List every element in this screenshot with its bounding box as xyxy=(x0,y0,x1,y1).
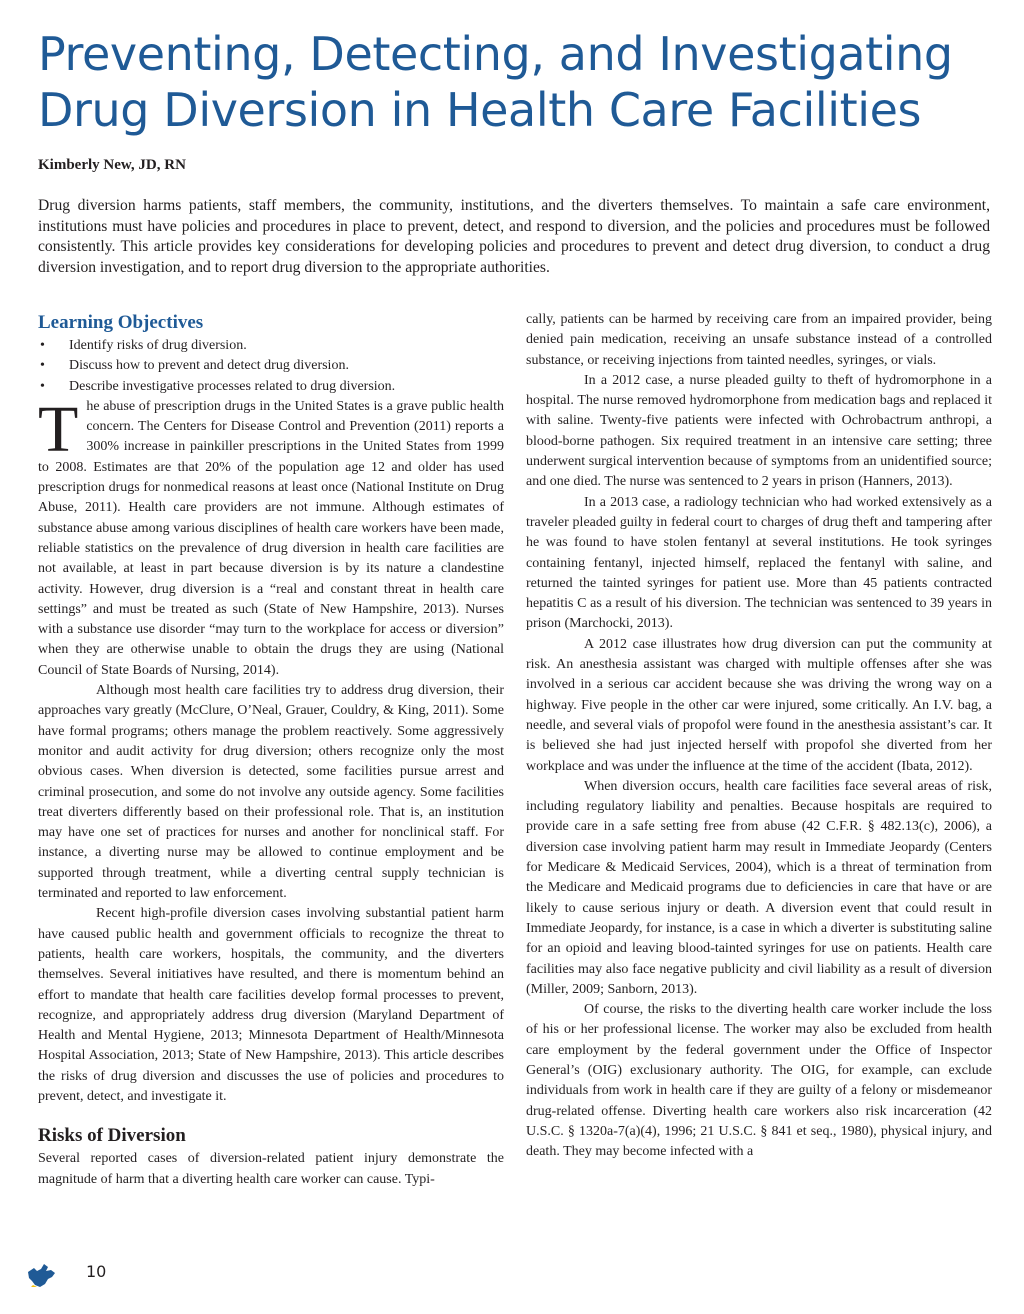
objective-item: • Describe investigative processes related to drug diversion. xyxy=(38,377,504,397)
article-title-line-2: Drug Diversion in Health Care Facilities xyxy=(38,83,922,137)
body-paragraph: Recent high-profile diversion cases involving substantial patient harm have caused public health and government officials to recognize the threat to patients, health care workers, hospitals, the community, and the diverters themselves. Several initiatives have resulted, and there is momentum behind an effort to mandate that health care facilities develop formal processes to prevent, recognize, and appropriately address drug diversion (Maryland Department of Health and Mental Hygiene, 2013; Minnesota Department of Health/Minnesota Hospital Association, 2013; State of New Hampshire, 2013). This article describes the risks of drug diversion and discusses the use of policies and procedures to prevent, detect, and investigate it. xyxy=(38,906,504,1104)
article-title xyxy=(38,26,998,138)
body-paragraph: In a 2012 case, a nurse pleaded guilty to theft of hydromorphone in a hospital. The nurse removed hydromorphone from medication bags and replaced it with saline. Twenty-five patients were infected with Ochrobactrum anthropi, a blood-borne pathogen. Six required treatment in an intensive care setting; three underwent surgical intervention because of symptoms from an unidentified source; and one died. The nurse was sentenced to 2 years in prison (Hanners, 2013). xyxy=(526,372,992,490)
objective-item: • Discuss how to prevent and detect drug diversion. xyxy=(38,356,504,376)
learning-objectives-heading: Learning Objectives xyxy=(38,312,204,333)
body-paragraph: A 2012 case illustrates how drug diversion can put the community at risk. An anesthesia assistant was charged with multiple offenses after she was involved in a serious car accident because she was driving the wrong way on a highway. Five people in the other car were injured, some critically. An I.V. bag, a needle, and several vials of propofol were found in the anesthesia assistant’s car. It is believed she had just injected herself with propofol she diverted from her workplace and was under the influence at the time of the accident (Ibata, 2012). xyxy=(526,636,992,774)
article-title-line-1: Preventing, Detecting, and Investigating xyxy=(38,27,953,81)
west-virginia-state-icon xyxy=(26,1262,56,1288)
body-paragraph: Several reported cases of diversion-related patient injury demonstrate the magnitude of harm that a diverting health care worker can cause. Typi- xyxy=(38,1151,504,1187)
body-paragraph: cally, patients can be harmed by receiving care from an impaired provider, being denied pain medication, receiving an unsafe substance instead of a controlled substance, or receiving injections from tainted needles, syringes, or vials. xyxy=(526,312,992,368)
author-byline: Kimberly New, JD, RN xyxy=(38,157,186,173)
body-paragraph: Of course, the risks to the diverting health care worker include the loss of his or her professional license. The worker may also be excluded from health care employment by the federal government under the Office of Inspector General’s (OIG) exclusionary authority. The OIG, for example, can exclude individuals from work in health care if they are guilty of a felony or misdemeanor drug-related offense. Diverting health care workers also risk incarceration (42 U.S.C. § 1320a-7(a)(4), 1996; 21 U.S.C. § 841 et seq., 1980), physical injury, and death. They may become infected with a xyxy=(526,1002,992,1160)
left-column xyxy=(38,310,504,1190)
objective-item: • Identify risks of drug diversion. xyxy=(38,336,504,356)
body-paragraph: Although most health care facilities try to address drug diversion, their approaches vary greatly (McClure, O’Neal, Grauer, Couldry, & King, 2011). Some have formal programs; others manage the problem reactively. Some aggressively monitor and audit activity for drug diversion; others recognize only the most obvious cases. When diversion is detected, some facilities pursue arrest and criminal prosecution, and some do not involve any outside agency. Some facilities treat diverters differently based on their professional role. That is, an institution may have one set of practices for nurses and another for nonclinical staff. For instance, a diverting nurse may be allowed to continue employment and be supported through treatment, while a diverting central supply technician is terminated and reported to law enforcement. xyxy=(38,683,504,902)
body-paragraph: When diversion occurs, health care facilities face several areas of risk, including regulatory liability and penalties. Because hospitals are required to provide care in a safe setting free from abuse (42 C.F.R. § 482.13(c), 2006), a diversion case involving patient harm may result in Immediate Jeopardy (Centers for Medicare & Medicaid Services, 2004), which is a threat of termination from the Medicare and Medicaid programs due to deficiencies in care that have or are likely to cause serious injury or death. A diversion event that could result in Immediate Jeopardy, for instance, is a case in which a diverter is substituting saline for an opioid and leaving blood-tainted syringes for use on patients. Health care facilities may also face negative publicity and civil liability as a result of diversion (Miller, 2009; Sanborn, 2013). xyxy=(526,778,993,997)
risks-of-diversion-heading: Risks of Diversion xyxy=(38,1125,186,1147)
abstract: Drug diversion harms patients, staff members, the community, institutions, and the diverters themselves. To maintain a safe care environment, institutions must have policies and procedures in place to prevent, detect, and respond to diversion, and the policies and procedures must be followed consistently. This article provides key considerations for developing policies and procedures to prevent and detect drug diversion, to conduct a drug diversion investigation, and to report drug diversion to the appropriate authorities. xyxy=(38,197,990,276)
right-column xyxy=(526,310,992,1162)
page-number: 10 xyxy=(86,1262,107,1281)
intro-paragraph xyxy=(38,392,504,681)
learning-objectives-list xyxy=(38,336,504,397)
body-paragraph: In a 2013 case, a radiology technician who had worked extensively as a traveler pleaded guilty in federal court to charges of drug theft and tampering after he was found to have stolen fentanyl at several institutions. He took syringes containing fentanyl, injected himself, replaced the fentanyl with saline, and returned the tainted syringes for patient use. More than 45 patients contracted hepatitis C as a result of his diversion. The technician was sentenced to 39 years in prison (Marchocki, 2013). xyxy=(526,494,992,632)
intro-paragraph-text: he abuse of prescription drugs in the United States is a grave public health concern. The Centers for Disease Control and Prevention (2011) reports a 300% increase in painkiller prescriptions in the United States from 1999 to 2008. Estimates are that 20% of the population age 12 and older has used prescription drugs for nonmedical reasons at least once (National Institute on Drug Abuse, 2011). Health care providers are not immune. Although estimates of substance abuse among various disciplines of health care workers have been made, reliable statistics on the prevalence of drug diversion in health care facilities are not available, at least in part because diversion is by its nature a clandestine activity. However, drug diversion is a “real and constant threat in health care settings” and must be treated as such (State of New Hampshire, 2013). Nurses with a substance use disorder “may turn to the workplace for access or diversion” when they are otherwise unable to obtain the drugs they are using (National Council of State Boards of Nursing, 2014). xyxy=(38,398,504,678)
drop-cap: T xyxy=(38,392,79,466)
